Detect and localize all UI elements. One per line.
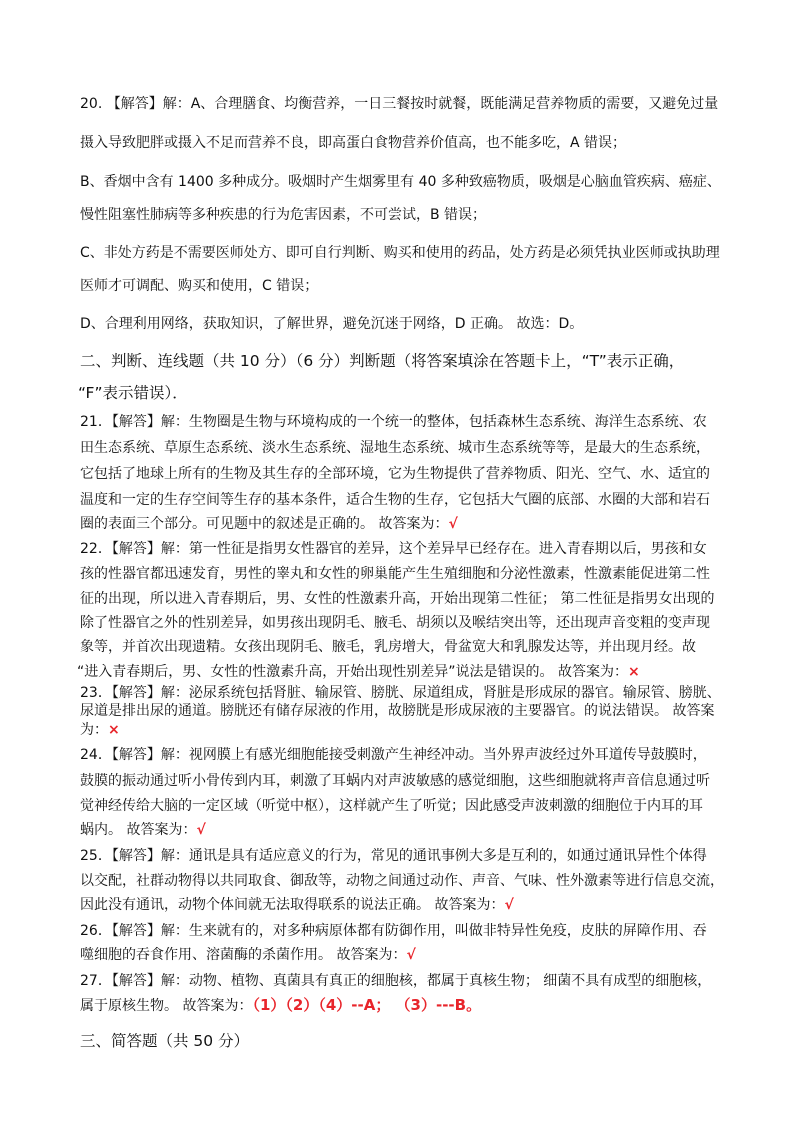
q25-line-2: 以交配，社群动物得以共同取食、御敌等，动物之间通过动作、声音、气味、性外激素等进行信息交流，	[80, 873, 724, 889]
q20-line-2: 摄入导致肥胖或摄入不足而营养不良，即高蛋白食物营养价值高，也不能多吃，A 错误；	[80, 135, 627, 151]
q22-line-2: 孩的性器官都迅速发育，男性的睾丸和女性的卵巢能产生生殖细胞和分泌性激素，性激素能促进第二性	[80, 566, 710, 582]
q26-answer: √	[406, 947, 416, 963]
q21-line-2: 田生态系统、草原生态系统、淡水生态系统、湿地生态系统、城市生态系统等等，是最大的生态系统，	[80, 440, 710, 456]
q25-line-1: 25．【解答】解：通讯是具有适应意义的行为，常见的通讯事例大多是互利的，如通过通讯异性个体得	[80, 848, 707, 864]
q22-line-3: 征的出现，所以进入青春期后，男、女性的性激素升高，开始出现第二性征； 第二性征是指男女出现的	[80, 591, 715, 607]
q20-line-7: D、合理利用网络，获取知识，了解世界，避免沉迷于网络，D 正确。 故选：D。	[80, 316, 584, 332]
q20-line-6: 医师才可调配、购买和使用，C 错误；	[80, 278, 319, 294]
q21-line-4: 温度和一定的生存空间等生存的基本条件，适合生物的生存，它包括大气圈的底部、水圈的大部和岩石	[80, 492, 710, 508]
q23-line-1: 23．【解答】解：泌尿系统包括肾脏、输尿管、膀胱、尿道组成，肾脏是形成尿的器官。输尿管、膀胱、	[80, 685, 721, 701]
q24-line-3: 觉神经传给大脑的一定区域（听觉中枢），这样就产生了听觉；因此感受声波刺激的细胞位于内耳的耳	[80, 798, 703, 814]
q22-answer: ×	[627, 664, 640, 680]
q22-text: “进入青春期后，男、女性的性激素升高，开始出现性别差异”说法是错误的。 故答案为：	[77, 664, 628, 680]
q20-line-3: B、香烟中含有 1400 多种成分。吸烟时产生烟雾里有 40 多种致癌物质，吸烟是心脑血管疾病、癌症、	[80, 174, 721, 190]
section-heading-2: 二、判断、连线题（共 10 分）（6 分）判断题（将答案填涂在答题卡上，“T”表示正确，	[80, 352, 685, 370]
section-heading-3: 三、简答题（共 50 分）	[80, 1032, 250, 1050]
q21-line-1: 21．【解答】解：生物圈是生物与环境构成的一个统一的整体，包括森林生态系统、海洋生态系统、农	[80, 414, 707, 430]
q24-line-1: 24．【解答】解：视网膜上有感光细胞能接受刺激产生神经冲动。当外界声波经过外耳道传导鼓膜时，	[80, 747, 707, 763]
section-heading-2-cont: “F”表示错误）．	[78, 384, 188, 402]
q24-text: 蜗内。 故答案为：	[80, 822, 197, 838]
q27-line-2	[80, 996, 481, 1015]
q21-line-5	[80, 515, 458, 533]
q22-line-1: 22．【解答】解：第一性征是指男女性器官的差异，这个差异早已经存在。进入青春期以后，男孩和女	[80, 541, 707, 557]
q24-line-2: 鼓膜的振动通过听小骨传到内耳，刺激了耳蜗内对声波敏感的感觉细胞，这些细胞就将声音信息通过听	[80, 773, 710, 789]
q22-line-6	[77, 663, 640, 681]
q25-text: 因此没有通讯，动物个体间就无法取得联系的说法正确。 故答案为：	[80, 897, 505, 913]
q24-answer: √	[196, 822, 206, 838]
q23-answer: ×	[108, 722, 120, 738]
q23-text: 为：	[80, 722, 108, 738]
q25-line-3	[80, 896, 514, 914]
q21-line-3: 它包括了地球上所有的生物及其生存的全部环境，它为生物提供了营养物质、阳光、空气、水、适宜的	[80, 466, 710, 482]
q26-line-1: 26．【解答】解：生来就有的，对多种病原体都有防御作用，叫做非特异性免疫，皮肤的屏障作用、吞	[80, 923, 707, 939]
q27-text: 属于原核生物。 故答案为：	[80, 998, 253, 1014]
q20-line-5: C、非处方药是不需要医师处方、即可自行判断、购买和使用的药品，处方药是必须凭执业医师或执助理	[80, 245, 720, 261]
q23-line-2: 尿道是排出尿的通道。膀胱还有储存尿液的作用，故膀胱是形成尿液的主要器官。的说法错误。 故答案	[80, 703, 715, 719]
q27-line-1: 27．【解答】解：动物、植物、真菌具有真正的细胞核，都属于真核生物； 细菌不具有成型的细胞核，	[80, 973, 712, 989]
q21-answer: √	[448, 516, 458, 532]
q26-text: 噬细胞的吞食作用、溶菌酶的杀菌作用。 故答案为：	[80, 947, 407, 963]
q22-line-4: 除了性器官之外的性别差异，如男孩出现阴毛、腋毛、胡须以及喉结突出等，还出现声音变粗的变声现	[80, 615, 710, 631]
q20-line-4: 慢性阻塞性肺病等多种疾患的行为危害因素，不可尝试，B 错误；	[80, 207, 487, 223]
q20-line-1: 20. 【解答】解：A、合理膳食、均衡营养，一日三餐按时就餐，既能满足营养物质的需要，又避免过量	[80, 96, 719, 112]
q25-answer: √	[504, 897, 514, 913]
q21-text: 圈的表面三个部分。可见题中的叙述是正确的。 故答案为：	[80, 516, 449, 532]
q24-line-4	[80, 821, 206, 839]
q26-line-2	[80, 946, 416, 964]
q23-line-3	[80, 721, 120, 739]
q22-line-5: 象等，并首次出现遗精。女孩出现阴毛、腋毛，乳房增大，骨盆宽大和乳腺发达等，并出现月经。故	[80, 639, 696, 655]
q27-answer: （1）（2）（4）--A； （3）---B。	[252, 996, 482, 1014]
